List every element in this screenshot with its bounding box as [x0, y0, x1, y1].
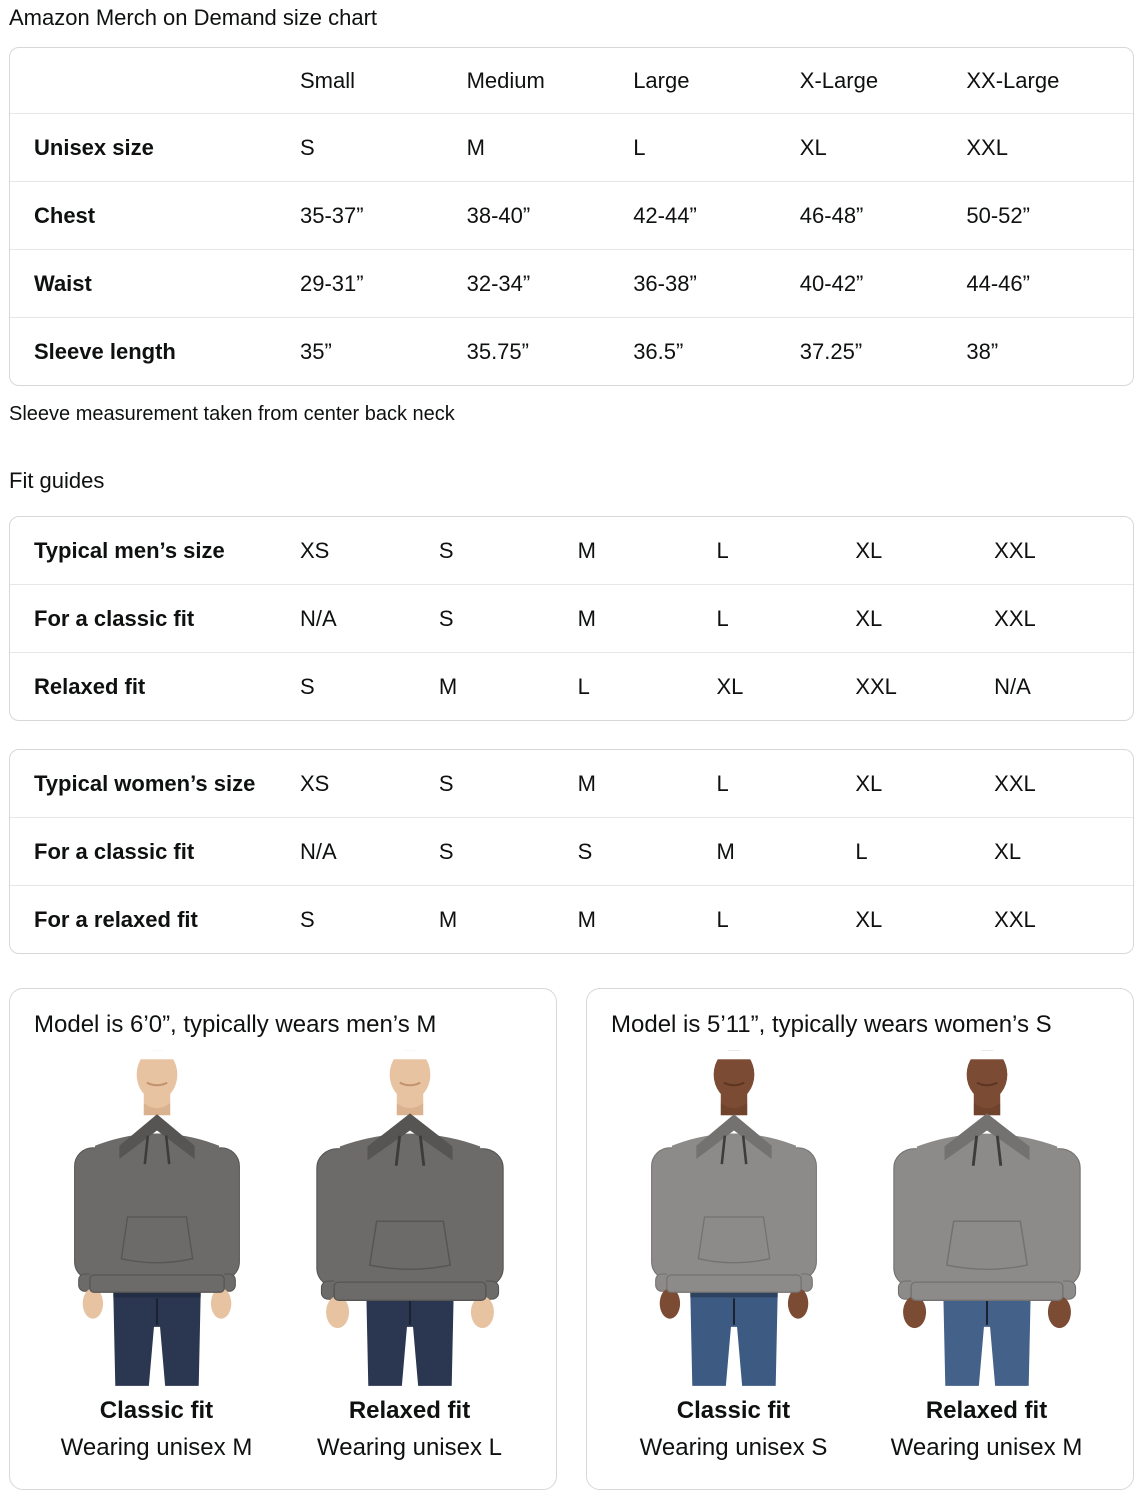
table-row — [10, 250, 1133, 318]
male-model-classic-fit-photo-holder — [40, 1050, 274, 1386]
size-cell: 44-46” — [966, 250, 1133, 318]
kangaroo-pocket — [369, 1221, 449, 1269]
female-model-relaxed-fit-photo — [870, 1050, 1104, 1386]
size-cell: L — [716, 886, 855, 954]
row-label: Relaxed fit — [10, 653, 300, 721]
mens-model-title: Model is 6’0”, typically wears men’s M — [34, 1011, 437, 1038]
wearing-label: Wearing unisex S — [639, 1434, 828, 1461]
size-cell: 32-34” — [467, 250, 634, 318]
row-label: Sleeve length — [10, 318, 300, 386]
photo-crop-band — [617, 1050, 851, 1059]
male-model-classic-fit-photo — [40, 1050, 274, 1386]
size-cell: XL — [855, 585, 994, 653]
size-cell: 37.25” — [800, 318, 967, 386]
size-cell: 35-37” — [300, 182, 467, 250]
size-cell: XL — [800, 114, 967, 182]
size-cell: 35.75” — [467, 318, 634, 386]
size-cell: S — [578, 818, 717, 886]
row-label: Typical women’s size — [34, 770, 256, 796]
size-cell: XXL — [994, 537, 1036, 563]
size-cell: 42-44” — [633, 182, 800, 250]
size-cell: M — [577, 537, 596, 563]
table-row — [10, 318, 1133, 386]
size-cell: 36-38” — [633, 250, 800, 318]
size-cell: S — [439, 818, 578, 886]
row-label: Chest — [10, 182, 300, 250]
mens-relaxed-figure — [283, 1050, 536, 1463]
size-cell: S — [438, 537, 454, 563]
size-cell: 38” — [966, 318, 1133, 386]
female-model-classic-fit-photo — [617, 1050, 851, 1386]
row-label: For a classic fit — [10, 585, 300, 653]
size-cell: M — [578, 886, 717, 954]
womens-fit-guide-table — [10, 750, 1133, 953]
column-header: XX-Large — [966, 67, 1060, 93]
size-cell: XXL — [994, 585, 1133, 653]
row-label: Unisex size — [10, 114, 300, 182]
size-cell: N/A — [994, 653, 1133, 721]
photo-crop-band — [293, 1050, 527, 1059]
size-cell: N/A — [300, 585, 439, 653]
size-cell: XXL — [966, 114, 1133, 182]
size-cell: L — [716, 770, 729, 796]
photo-crop-band — [40, 1050, 274, 1059]
size-cell: L — [633, 114, 800, 182]
unisex-size-table-card — [9, 47, 1134, 386]
size-cell: M — [439, 886, 578, 954]
size-cell: N/A — [300, 818, 439, 886]
table-row — [10, 750, 1133, 818]
size-cell: 50-52” — [966, 182, 1133, 250]
size-cell: L — [716, 537, 729, 563]
mens-figures — [30, 1050, 536, 1463]
womens-classic-figure — [607, 1050, 860, 1463]
size-cell: 36.5” — [633, 318, 800, 386]
size-cell: M — [439, 653, 578, 721]
female-model-relaxed-fit-photo-holder — [870, 1050, 1104, 1386]
size-cell: XXL — [994, 886, 1133, 954]
size-cell: XXL — [855, 653, 994, 721]
size-cell: 46-48” — [800, 182, 967, 250]
size-cell: 29-31” — [300, 250, 467, 318]
unisex-size-table — [10, 48, 1133, 385]
size-cell: S — [300, 653, 439, 721]
size-cell: L — [855, 818, 994, 886]
size-cell: 35” — [300, 318, 467, 386]
fit-label: Relaxed fit — [348, 1397, 471, 1424]
row-label: For a classic fit — [10, 818, 300, 886]
womens-fit-guide-card — [9, 749, 1134, 954]
table-row — [10, 818, 1133, 886]
model-boxes — [9, 988, 1134, 1490]
column-header: Large — [633, 67, 690, 93]
size-cell: XL — [855, 770, 883, 796]
size-cell: L — [716, 585, 855, 653]
womens-model-title: Model is 5’11”, typically wears women’s S — [611, 1011, 1052, 1038]
fit-guides-heading: Fit guides — [9, 468, 105, 493]
size-cell: M — [467, 114, 634, 182]
size-cell: XL — [855, 886, 994, 954]
fit-label: Relaxed fit — [925, 1397, 1048, 1424]
sleeve-measurement-note: Sleeve measurement taken from center back neck — [9, 403, 455, 425]
size-cell: M — [577, 770, 596, 796]
table-row — [10, 585, 1133, 653]
column-header: Small — [300, 67, 356, 93]
row-label: For a relaxed fit — [10, 886, 300, 954]
kangaroo-pocket — [698, 1217, 769, 1263]
column-header: X-Large — [799, 67, 879, 93]
mens-fit-guide-table — [10, 517, 1133, 720]
table-row — [10, 182, 1133, 250]
wearing-label: Wearing unisex M — [890, 1434, 1083, 1461]
mens-model-box — [9, 988, 557, 1490]
empty-header-cell — [10, 48, 300, 114]
size-cell: XL — [716, 653, 855, 721]
table-row — [10, 517, 1133, 585]
size-cell: XS — [300, 537, 330, 563]
hoodie — [74, 1114, 239, 1318]
size-cell: M — [578, 585, 717, 653]
size-cell: L — [578, 653, 717, 721]
hoodie — [893, 1113, 1079, 1328]
fit-label: Classic fit — [676, 1397, 791, 1424]
male-model-relaxed-fit-photo-holder — [293, 1050, 527, 1386]
mens-fit-guide-card — [9, 516, 1134, 721]
womens-figures — [607, 1050, 1113, 1463]
kangaroo-pocket — [121, 1217, 192, 1263]
size-cell: S — [439, 585, 578, 653]
size-cell: 40-42” — [800, 250, 967, 318]
size-cell: S — [438, 770, 454, 796]
wearing-label: Wearing unisex L — [317, 1434, 502, 1461]
womens-model-box — [586, 988, 1134, 1490]
female-model-classic-fit-photo-holder — [617, 1050, 851, 1386]
table-row — [10, 114, 1133, 182]
table-row — [10, 886, 1133, 954]
size-cell: S — [300, 886, 439, 954]
row-label: Waist — [10, 250, 300, 318]
table-row — [10, 653, 1133, 721]
size-cell: S — [300, 114, 467, 182]
size-cell: XXL — [994, 770, 1036, 796]
male-model-relaxed-fit-photo — [293, 1050, 527, 1386]
page-title: Amazon Merch on Demand size chart — [9, 5, 378, 30]
size-cell: XL — [994, 818, 1133, 886]
hoodie — [651, 1114, 816, 1318]
womens-relaxed-figure — [860, 1050, 1113, 1463]
column-header: Medium — [466, 67, 545, 93]
header-row — [10, 48, 1133, 114]
row-label: Typical men’s size — [34, 537, 225, 563]
mens-classic-figure — [30, 1050, 283, 1463]
kangaroo-pocket — [946, 1221, 1026, 1269]
size-cell: M — [716, 818, 855, 886]
size-cell: XL — [855, 537, 883, 563]
photo-crop-band — [870, 1050, 1104, 1059]
size-cell: XS — [300, 770, 330, 796]
fit-label: Classic fit — [99, 1397, 214, 1424]
hoodie — [316, 1113, 502, 1328]
size-cell: 38-40” — [467, 182, 634, 250]
wearing-label: Wearing unisex M — [60, 1434, 253, 1461]
